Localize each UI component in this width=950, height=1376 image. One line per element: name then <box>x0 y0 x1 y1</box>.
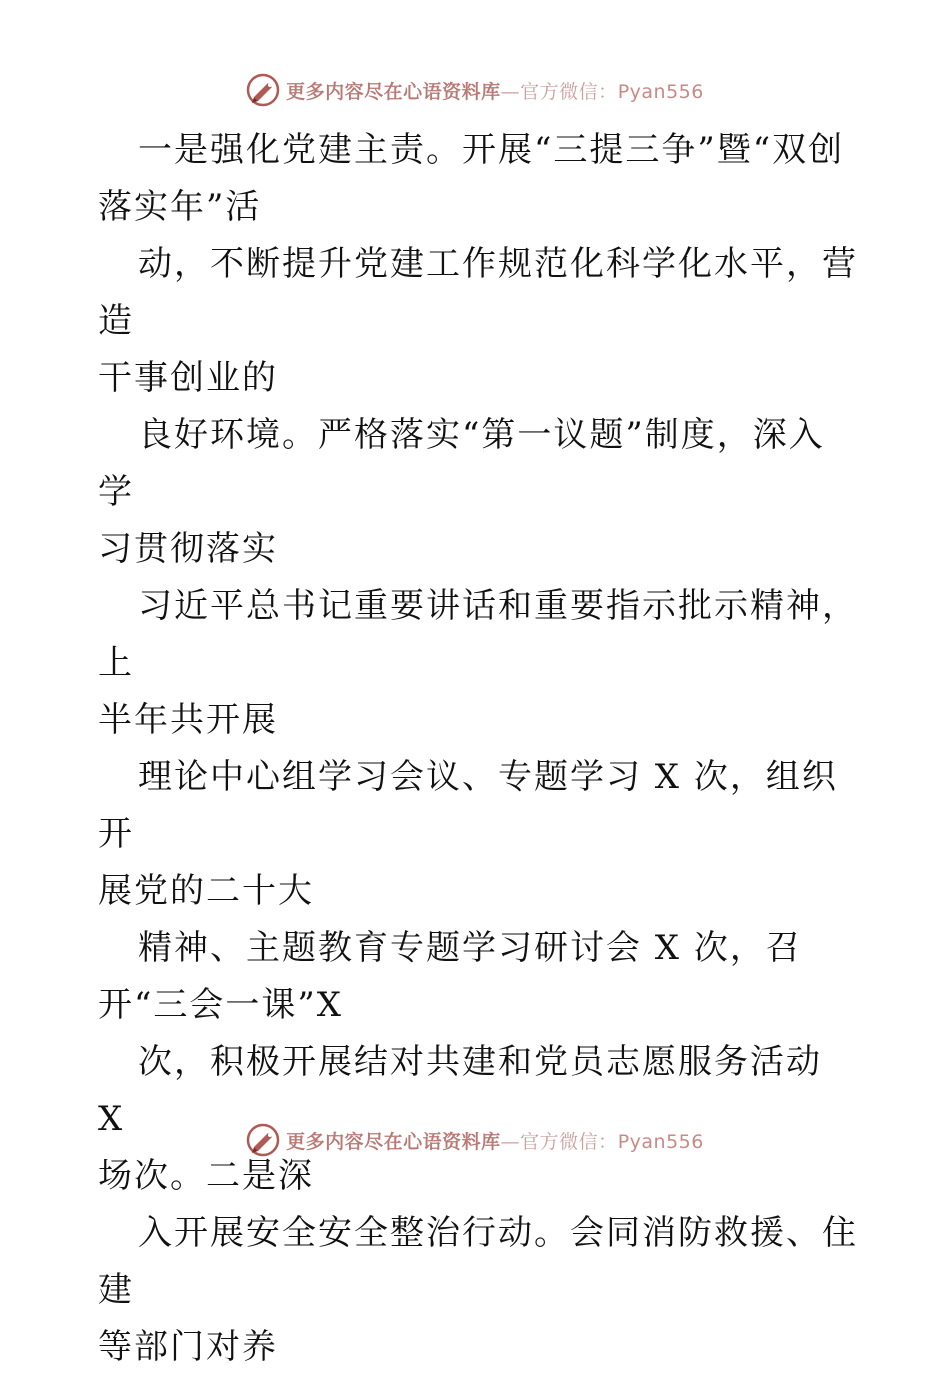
watermark-text <box>286 77 704 104</box>
paragraph-line: 干事创业的 <box>98 358 278 398</box>
paragraph-line: 次，积极开展结对共建和党员志愿服务活动 X <box>98 1042 835 1139</box>
watermark-site: 更多内容尽在心语资料库 <box>286 1130 501 1153</box>
paragraph <box>98 236 858 407</box>
paragraph-line: 等部门对养 <box>98 1327 278 1367</box>
watermark-site: 更多内容尽在心语资料库 <box>286 80 501 103</box>
paragraph-line: 理论中心组学习会议、专题学习 X 次，组织开 <box>98 757 838 854</box>
paragraph-line: 场次。二是深 <box>98 1156 314 1196</box>
watermark-id: Pyan556 <box>617 1130 704 1153</box>
watermark-header <box>0 70 950 110</box>
paragraph-line: 一是强化党建主责。开展“三提三争”暨“双创 <box>138 130 845 170</box>
paragraph <box>98 407 858 578</box>
watermark-id: Pyan556 <box>617 80 704 103</box>
paragraph-line: 动，不断提升党建工作规范化科学化水平，营造 <box>98 244 858 341</box>
watermark-footer <box>0 1120 950 1160</box>
paragraph-line: 精神、主题教育专题学习研讨会 X 次，召 <box>138 928 802 968</box>
paragraph-line: 入开展安全安全整治行动。会同消防救援、住建 <box>98 1213 858 1310</box>
paragraph <box>98 122 858 236</box>
document-body <box>98 122 858 1376</box>
watermark-label: 官方微信： <box>520 80 618 103</box>
paragraph <box>98 1205 858 1376</box>
paragraph-line: 半年共开展 <box>98 700 278 740</box>
watermark-text <box>286 1127 704 1154</box>
paragraph <box>98 578 858 749</box>
watermark-dash: — <box>500 80 521 103</box>
paragraph-line: 习近平总书记重要讲话和重要指示批示精神，上 <box>98 586 858 683</box>
watermark-dash: — <box>500 1130 521 1153</box>
paragraph-line: 习贯彻落实 <box>98 529 278 569</box>
paragraph-line: 展党的二十大 <box>98 871 314 911</box>
paragraph-line: 开“三会一课”X <box>98 985 343 1025</box>
paragraph <box>98 920 858 1034</box>
pen-logo-icon <box>246 1123 280 1157</box>
paragraph <box>98 749 858 920</box>
paragraph-line: 良好环境。严格落实“第一议题”制度，深入学 <box>98 415 825 512</box>
paragraph-line: 落实年”活 <box>98 187 262 227</box>
watermark-label: 官方微信： <box>520 1130 618 1153</box>
pen-logo-icon <box>246 73 280 107</box>
